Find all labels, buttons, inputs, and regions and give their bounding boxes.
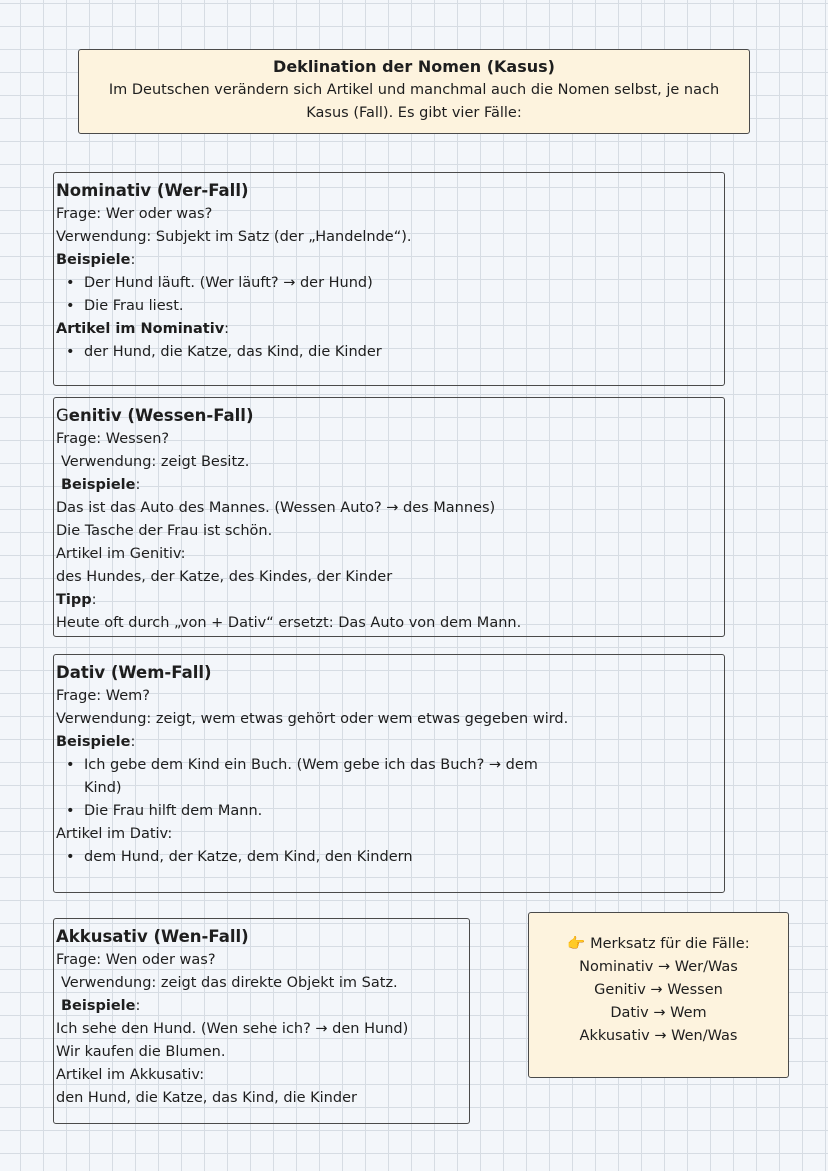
list-item: • dem Hund, der Katze, dem Kind, den Kindern [56, 846, 724, 869]
list-item: • Die Frau hilft dem Mann. [56, 800, 724, 823]
merksatz-box [528, 912, 789, 1078]
genitiv-beispiel: Das ist das Auto des Mannes. (Wessen Auto? → des Mannes) [56, 500, 496, 516]
genitiv-frage: Frage: Wessen? [56, 431, 170, 447]
merksatz-title: 👉 Merksatz für die Fälle: [567, 936, 750, 952]
dativ-beispiele-label: Beispiele: [56, 734, 136, 750]
intro-text: Im Deutschen verändern sich Artikel und manchmal auch die Nomen selbst, je nach Kasus (Fall). Es gibt vier Fälle: [108, 82, 720, 121]
list-item-continuation: Kind) [84, 780, 122, 796]
akkusativ-artikel: den Hund, die Katze, das Kind, die Kinder [56, 1090, 357, 1106]
akkusativ-verwendung: Verwendung: zeigt das direkte Objekt im Satz. [61, 975, 398, 991]
dativ-frage: Frage: Wem? [56, 688, 150, 704]
list-item: • der Hund, die Katze, das Kind, die Kinder [56, 341, 724, 364]
akkusativ-box [53, 918, 470, 1124]
genitiv-title: Genitiv (Wessen-Fall) [56, 406, 254, 425]
genitiv-artikel: des Hundes, der Katze, des Kindes, der Kinder [56, 569, 393, 585]
list-item: • Der Hund läuft. (Wer läuft? → der Hund) [56, 272, 724, 295]
genitiv-verwendung: Verwendung: zeigt Besitz. [61, 454, 250, 470]
intro-box [78, 49, 750, 134]
genitiv-box [53, 397, 725, 637]
nominativ-artikel-label: Artikel im Nominativ: [56, 321, 230, 337]
genitiv-beispiel: Die Tasche der Frau ist schön. [56, 523, 273, 539]
dativ-title: Dativ (Wem-Fall) [56, 663, 212, 682]
genitiv-beispiele-label: Beispiele: [61, 477, 141, 493]
merksatz-line: Genitiv → Wessen [594, 982, 723, 998]
list-item: • Die Frau liest. [56, 295, 724, 318]
akkusativ-beispiel: Wir kaufen die Blumen. [56, 1044, 226, 1060]
nominativ-frage: Frage: Wer oder was? [56, 206, 213, 222]
merksatz-line: Akkusativ → Wen/Was [579, 1028, 738, 1044]
list-item: • Ich gebe dem Kind ein Buch. (Wem gebe ich das Buch? → dem [56, 754, 724, 777]
akkusativ-title: Akkusativ (Wen-Fall) [56, 927, 249, 946]
genitiv-tipp: Heute oft durch „von + Dativ“ ersetzt: Das Auto von dem Mann. [56, 615, 522, 631]
akkusativ-frage: Frage: Wen oder was? [56, 952, 216, 968]
genitiv-tipp-label: Tipp: [56, 592, 97, 608]
akkusativ-beispiel: Ich sehe den Hund. (Wen sehe ich? → den Hund) [56, 1021, 409, 1037]
merksatz-line: Dativ → Wem [610, 1005, 707, 1021]
merksatz-line: Nominativ → Wer/Was [579, 959, 738, 975]
pointing-hand-icon: 👉 [567, 936, 586, 952]
akkusativ-beispiele-label: Beispiele: [61, 998, 141, 1014]
page-title: Deklination der Nomen (Kasus) [273, 57, 555, 76]
dativ-box [53, 654, 725, 893]
akkusativ-artikel-label: Artikel im Akkusativ: [56, 1067, 205, 1083]
nominativ-box [53, 172, 725, 386]
dativ-artikel-label: Artikel im Dativ: [56, 826, 173, 842]
genitiv-artikel-label: Artikel im Genitiv: [56, 546, 186, 562]
nominativ-verwendung: Verwendung: Subjekt im Satz (der „Handelnde“). [56, 229, 412, 245]
nominativ-title: Nominativ (Wer-Fall) [56, 181, 249, 200]
dativ-verwendung: Verwendung: zeigt, wem etwas gehört oder wem etwas gegeben wird. [56, 711, 569, 727]
nominativ-beispiele-label: Beispiele: [56, 252, 136, 268]
